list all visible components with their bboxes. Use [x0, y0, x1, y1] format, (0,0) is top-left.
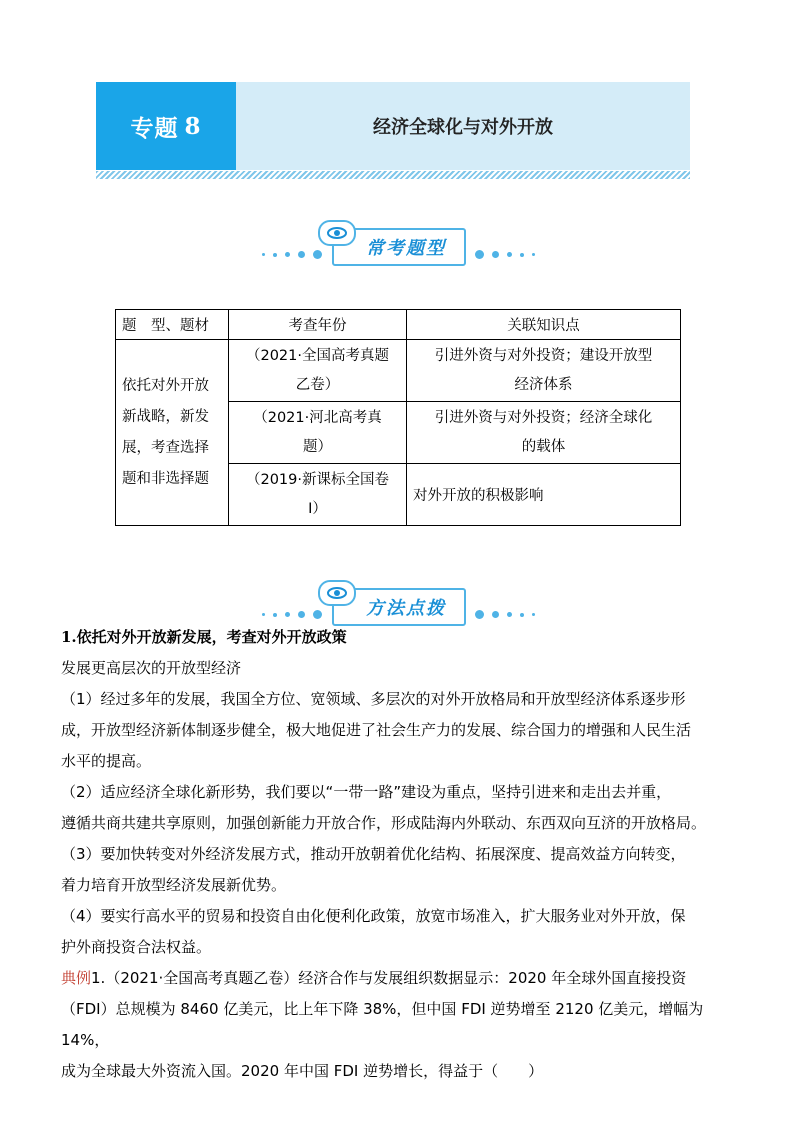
- header-cell-type: 题 型、题材: [116, 310, 229, 340]
- point-cell: 引进外资与对外投资；建设开放型 经济体系: [407, 340, 681, 402]
- right-dots-decoration: [475, 604, 543, 610]
- year-cell: （2021·河北高考真 题）: [229, 402, 407, 464]
- header-divider: [96, 171, 690, 179]
- year-cell: （2019·新课标全国卷 Ⅰ）: [229, 464, 407, 526]
- table-header-row: [116, 310, 681, 340]
- topic-number-block: [96, 82, 236, 170]
- eye-icon: [318, 220, 356, 246]
- topic-header: [96, 82, 690, 170]
- point-cell: 对外开放的积极影响: [407, 464, 681, 526]
- example-question: 典例1.（2021·全国高考真题乙卷）经济合作与发展组织数据显示：2020 年全球外国直接投资 （FDI）总规模为 8460 亿美元，比上年下降 38%，但中国 FDI 逆势增至 2120 亿美元，增幅为 14%， 成为全球最大外资流入国。2020 年中国 FDI 逆势增长，得益于（ ）: [61, 969, 704, 1080]
- merged-type-cell: 依托对外开放 新战略，新发 展，考查选择 题和非选择题: [116, 340, 229, 526]
- header-cell-point: 关联知识点: [407, 310, 681, 340]
- section-banner-common-types: [0, 220, 794, 270]
- content-subheading: 发展更高层次的开放型经济: [61, 659, 242, 677]
- topic-number: 8: [184, 112, 202, 140]
- method-content: [61, 622, 741, 1087]
- example-label: 典例: [61, 969, 92, 987]
- topic-prefix: 专题: [130, 114, 179, 142]
- paragraph-2: （2）适应经济全球化新形势，我们要以“一带一路”建设为重点，坚持引进来和走出去并重， 遵循共商共建共享原则，加强创新能力开放合作，形成陆海内外联动、东西双向互济的开放格局。: [61, 783, 707, 832]
- year-cell: （2021·全国高考真题 乙卷）: [229, 340, 407, 402]
- question-type-table: [115, 309, 681, 526]
- point-cell: 引进外资与对外投资；经济全球化 的载体: [407, 402, 681, 464]
- topic-title: 经济全球化与对外开放: [236, 82, 690, 170]
- left-dots-decoration: [262, 604, 330, 610]
- paragraph-4: （4）要实行高水平的贸易和投资自由化便利化政策，放宽市场准入，扩大服务业对外开放，保 护外商投资合法权益。: [61, 907, 686, 956]
- left-dots-decoration: [262, 244, 330, 250]
- table-row: [116, 340, 681, 402]
- right-dots-decoration: [475, 244, 543, 250]
- section-label: 方法点拨: [366, 598, 446, 619]
- content-heading: 1.依托对外开放新发展，考查对外开放政策: [61, 628, 347, 646]
- header-cell-year: 考查年份: [229, 310, 407, 340]
- eye-icon: [318, 580, 356, 606]
- paragraph-3: （3）要加快转变对外经济发展方式，推动开放朝着优化结构、拓展深度、提高效益方向转变， 着力培育开放型经济发展新优势。: [61, 845, 686, 894]
- paragraph-1: （1）经过多年的发展，我国全方位、宽领域、多层次的对外开放格局和开放型经济体系逐步形 成，开放型经济新体制逐步健全，极大地促进了社会生产力的发展、综合国力的增强和人民生活 水平的提高。: [61, 690, 692, 770]
- section-label: 常考题型: [366, 238, 446, 259]
